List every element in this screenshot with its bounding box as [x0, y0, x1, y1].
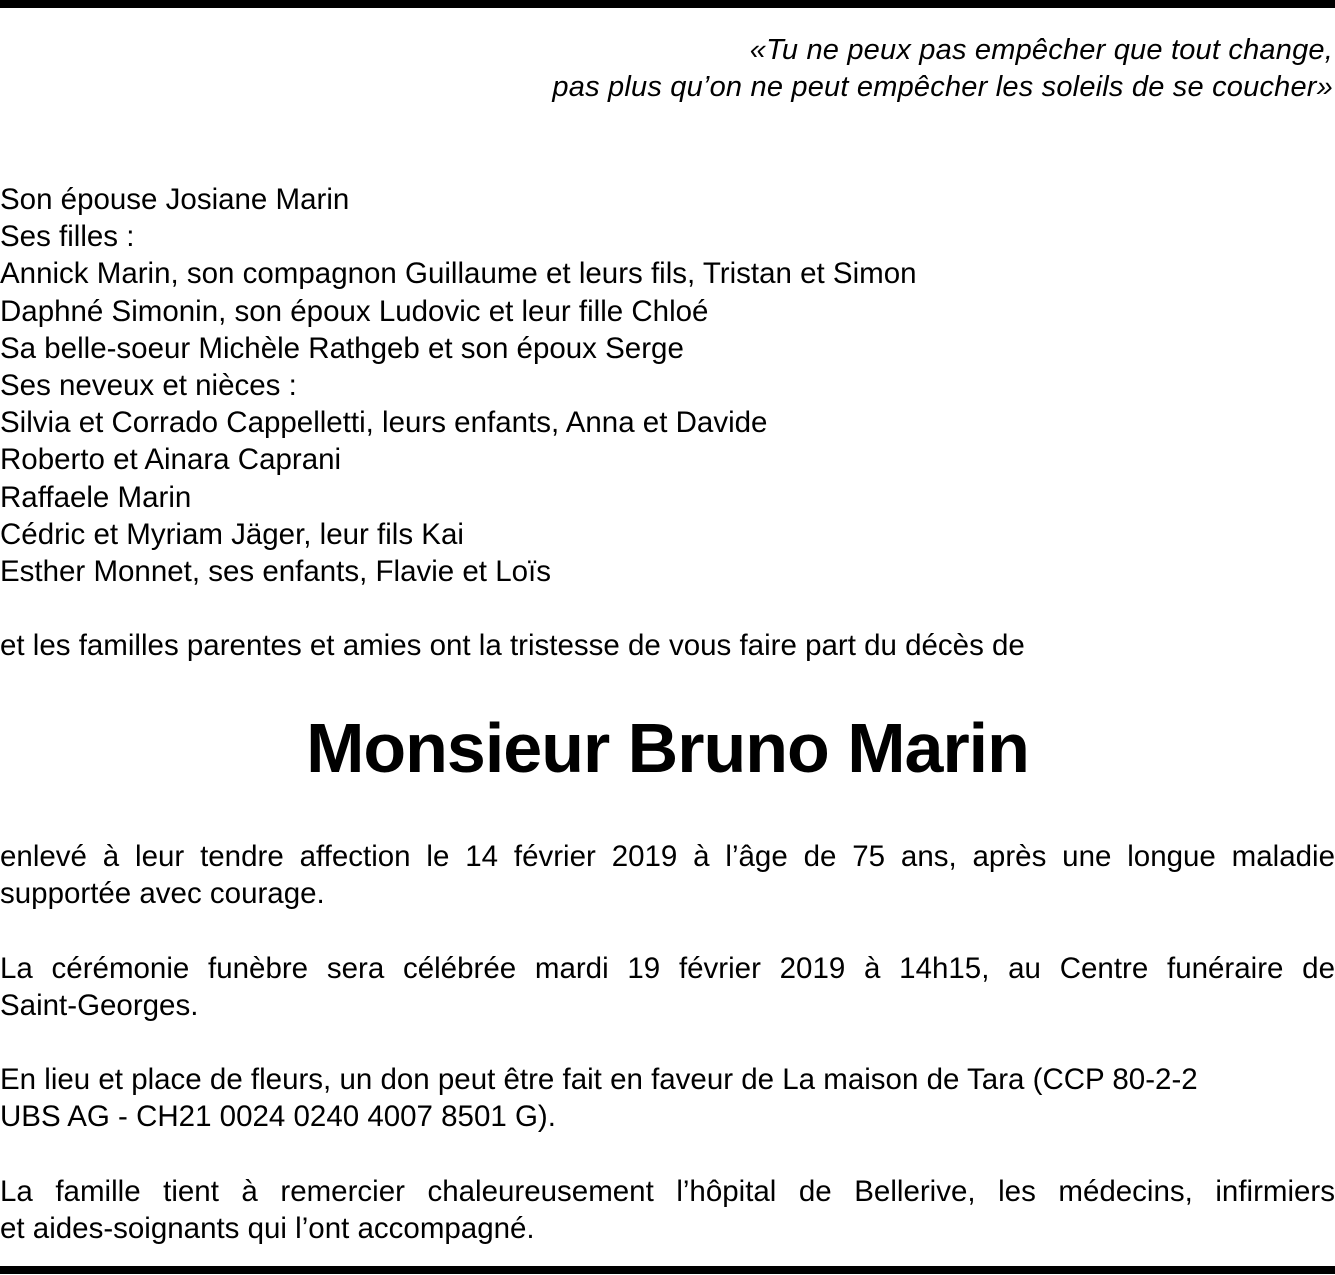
paragraph-line: UBS AG - CH21 0024 0240 4007 8501 G). [0, 1100, 556, 1133]
family-line: Son épouse Josiane Marin [0, 183, 350, 216]
top-border-rule [0, 0, 1335, 8]
paragraph-line: Saint-Georges. [0, 989, 199, 1022]
donation-paragraph [0, 1061, 1335, 1135]
family-line: Roberto et Ainara Caprani [0, 443, 342, 477]
announcement-intro: et les familles parentes et amies ont la tristesse de vous faire part du décès de [0, 629, 1025, 662]
family-line: Ses filles : [0, 220, 135, 254]
ceremony-paragraph [0, 950, 1335, 1024]
deceased-name-heading: Monsieur Bruno Marin [306, 709, 1029, 787]
quote-line-1: «Tu ne peux pas empêcher que tout change, [749, 34, 1333, 66]
paragraph-line: supportée avec courage. [0, 877, 325, 910]
family-line: Esther Monnet, ses enfants, Flavie et Loïs [0, 555, 551, 589]
paragraph-line: En lieu et place de fleurs, un don peut être fait en faveur de La maison de Tara (CCP 80-2-2 [0, 1063, 1198, 1096]
family-line: Raffaele Marin [0, 480, 192, 514]
paragraph-line: La famille tient à remercier chaleureusement l’hôpital de Bellerive, les médecins, infirmiers [0, 1175, 1335, 1208]
paragraph-line: La cérémonie funèbre sera célébrée mardi 19 février 2019 à 14h15, au Centre funéraire de [0, 952, 1335, 985]
family-line: Cédric et Myriam Jäger, leur fils Kai [0, 517, 464, 551]
bottom-border-rule [0, 1266, 1335, 1274]
epigraph-quote [552, 32, 1333, 106]
family-line: Daphné Simonin, son époux Ludovic et leur fille Chloé [0, 294, 709, 328]
family-list [0, 181, 917, 590]
paragraph-line: enlevé à leur tendre affection le 14 février 2019 à l’âge de 75 ans, après une longue maladie [0, 840, 1335, 873]
family-line: Sa belle-soeur Michèle Rathgeb et son époux Serge [0, 331, 684, 365]
family-line: Silvia et Corrado Cappelletti, leurs enfants, Anna et Davide [0, 406, 768, 440]
thanks-paragraph [0, 1173, 1335, 1247]
paragraph-line: et aides-soignants qui l’ont accompagné. [0, 1212, 535, 1245]
quote-line-2: pas plus qu’on ne peut empêcher les soleils de se coucher» [552, 71, 1333, 103]
family-line: Annick Marin, son compagnon Guillaume et leurs fils, Tristan et Simon [0, 257, 917, 291]
death-details-paragraph [0, 838, 1335, 912]
family-line: Ses neveux et nièces : [0, 369, 297, 403]
